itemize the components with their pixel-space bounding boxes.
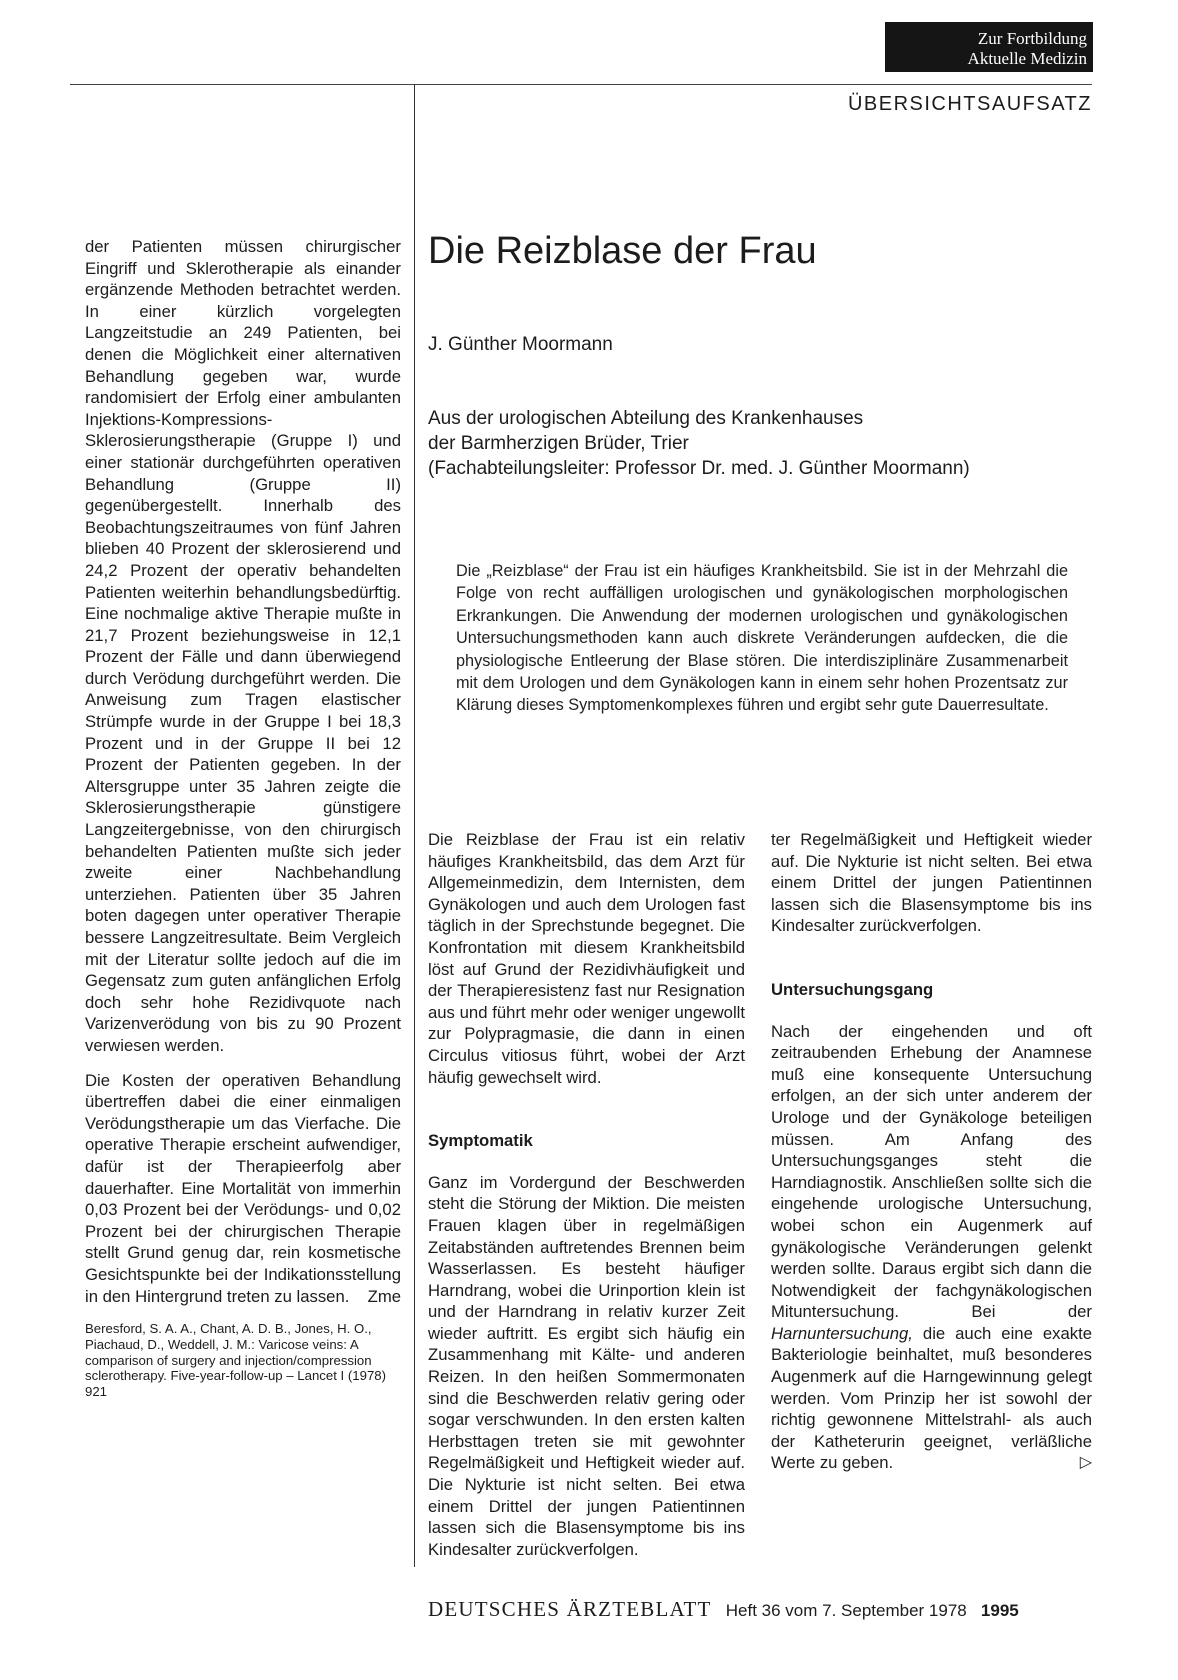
article-author: J. Günther Moormann	[428, 334, 613, 355]
affiliation-line-1: Aus der urologischen Abteilung des Krankenhauses	[428, 408, 864, 429]
previous-article-paragraph-2	[85, 1070, 401, 1308]
section-badge	[885, 22, 1093, 72]
previous-article-paragraph-1: der Patienten müssen chirurgischer Eingriff und Sklerotherapie als einander ergänzende Methoden betrachtet werden. In einer kürzlich vorgelegten Langzeitstudie an 249 Patienten, bei denen die Möglichkeit einer alternativen Behandlung gegeben war, wurde randomisiert der Erfolg einer ambulanten Injektions-Kompressions-Sklerosierungstherapie (Gruppe I) und einer stationär durchgeführten operativen Behandlung (Gruppe II) gegenübergestellt. Innerhalb des Beobachtungszeitraumes von fünf Jahren blieben 40 Prozent der sklerosierend und 24,2 Prozent der operativ behandelten Patienten weiterhin behandlungsbedürftig. Eine nochmalige aktive Therapie mußte in 21,7 Prozent beziehungsweise in 12,1 Prozent der Fälle und dann überwiegend durch Verödung durchgeführt werden. Die Anweisung zum Tragen elastischer Strümpfe wurde in der Gruppe I bei 18,3 Prozent und in der Gruppe II bei 12 Prozent der Patienten gegeben. In der Altersgruppe unter 35 Jahren zeigte die Sklerosierungstherapie günstigere Langzeitergebnisse, von den chirurgisch behandelten Patienten mußte sich jeder zweite einer Nachbehandlung unterziehen. Patienten über 35 Jahren boten dagegen unter operativer Therapie bessere Langzeitresultate. Beim Vergleich mit der Literatur sollte jedoch auf die im Gegensatz zum guten anfänglichen Erfolg doch sehr hohe Rezidivquote nach Varizenverödung von bis zu 90 Prozent verwiesen werden.	[85, 237, 401, 1055]
symptom-paragraph-continued: ter Regelmäßigkeit und Heftigkeit wieder auf. Die Nykturie ist nicht selten. Bei etwa einem Drittel der jungen Patientinnen lassen sich die Blasensymptome bis ins Kindesalter zurückverfolgen.	[771, 830, 1092, 936]
article-type: ÜBERSICHTSAUFSATZ	[847, 93, 1092, 115]
section-heading-untersuchungsgang: Untersuchungsgang	[771, 979, 934, 999]
badge-line-1: Zur Fortbildung	[977, 29, 1087, 48]
page-number: 1995	[980, 1601, 1019, 1620]
previous-article-column	[85, 236, 401, 1400]
badge-line-2: Aktuelle Medizin	[967, 49, 1087, 68]
affiliation-line-3: (Fachabteilungsleiter: Professor Dr. med. J. Günther Moormann)	[428, 458, 970, 479]
exam-text-italic: Harnuntersuchung,	[771, 1323, 913, 1343]
exam-text-2: die auch eine exakte Bakteriologie beinhaltet, muß besonderes Augenmerk auf die Harngewinnung gelegt werden. Vom Prinzip her ist sowohl der richtig gewonnene Mittelstrahl- als auch der Katheterurin geeignet, verläßliche Werte zu geben.	[771, 1323, 1092, 1473]
page-footer	[428, 1597, 1092, 1622]
header-rule	[70, 84, 1092, 85]
symptom-paragraph: Ganz im Vordergund der Beschwerden steht die Störung der Miktion. Die meisten Frauen klagen über in regelmäßigen Zeitabständen auftretendes Brennen beim Wasserlassen. Es besteht häufiger Harndrang, wobei die Urinportion klein ist und der Harndrang in relativ kurzer Zeit wieder auftritt. Es ergibt sich häufig ein Zusammenhang mit Kälte- und anderen Reizen. In den heißen Sommermonaten sind die Beschwerden relativ gering oder sogar verschwunden. In den ersten kalten Herbsttagen treten sie mit gewohnter Regelmäßigkeit und Heftigkeit wieder auf. Die Nykturie ist nicht selten. Bei etwa einem Drittel der jungen Patientinnen lassen sich die Blasensymptome bis ins Kindesalter zurückverfolgen.	[428, 1172, 745, 1559]
continue-arrow-icon: ▷	[1079, 1454, 1092, 1472]
journal-name: DEUTSCHES ÄRZTEBLATT	[428, 1597, 712, 1621]
body-column-1	[428, 829, 745, 1559]
affiliation	[428, 406, 970, 481]
affiliation-line-2: der Barmherzigen Brüder, Trier	[428, 433, 689, 454]
abstract: Die „Reizblase“ der Frau ist ein häufiges Krankheitsbild. Sie ist in der Mehrzahl die Folge von recht auffälligen urologischen und gynäkologischen morphologischen Erkrankungen. Die Anwendung der modernen urologischen und gynäkologischen Untersuchungsmethoden kann auch diskrete Veränderungen aufdecken, die die physiologische Entleerung der Blase stören. Die interdisziplinäre Zusammenarbeit mit dem Urologen und dem Gynäkologen kann in einem sehr hohen Prozentsatz zur Klärung dieses Symptomenkomplexes führen und ergibt sehr gute Dauerresultate.	[456, 562, 1068, 715]
section-heading-symptomatik: Symptomatik	[428, 1131, 533, 1151]
body-column-2	[771, 829, 1092, 1474]
exam-paragraph	[771, 1021, 1092, 1474]
exam-text-1: Nach der eingehenden und oft zeitraubenden Erhebung der Anamnese muß eine konsequente Untersuchung erfolgen, an der sich unter anderem der Urologe und der Gynäkologe beteiligen müssen. Am Anfang des Untersuchungsganges steht die Harndiagnostik. Anschließen sollte sich die eingehende urologische Untersuchung, wobei schon ein Augenmerk auf gynäkologische Veränderungen gelenkt werden sollte. Daraus ergibt sich dann die Notwendigkeit der fachgynäkologischen Mituntersuchung. Bei der	[771, 1021, 1092, 1322]
paragraph-2-text: Die Kosten der operativen Behandlung übertreffen dabei die einer einmaligen Verödungstherapie um das Vierfache. Die operative Therapie erscheint aufwendiger, dafür ist der Therapieerfolg aber dauerhafter. Eine Mortalität von immerhin 0,03 Prozent bei der Verödungs- und 0,02 Prozent bei der chirurgischen Therapie stellt Grund genug dar, rein kosmetische Gesichtspunkte bei der Indikationsstellung in den Hintergrund treten zu lassen.	[85, 1070, 401, 1306]
reference: Beresford, S. A. A., Chant, A. D. B., Jones, H. O., Piachaud, D., Weddell, J. M.: Varicose veins: A comparison of surgery and injection/compression sclerotherapy. Five-year-follow-up – Lancet I (1978) 921	[85, 1321, 387, 1400]
issue-info: Heft 36 vom 7. September 1978	[725, 1601, 967, 1620]
intro-paragraph: Die Reizblase der Frau ist ein relativ häufiges Krankheitsbild, das dem Arzt für Allgemeinmedizin, dem Internisten, dem Gynäkologen und auch dem Urologen fast täglich in der Sprechstunde begegnet. Die Konfrontation mit diesem Krankheitsbild löst auf Grund der Rezidivhäufigkeit und der Therapieresistenz fast nur Resignation aus und führt mehr oder weniger ungewollt zur Polypragmasie, die dann in einen Circulus vitiosus führt, wobei der Arzt häufig gewechselt wird.	[428, 830, 745, 1087]
column-divider	[414, 84, 415, 1567]
article-title: Die Reizblase der Frau	[428, 230, 817, 272]
author-signature: Zme	[367, 1286, 401, 1306]
